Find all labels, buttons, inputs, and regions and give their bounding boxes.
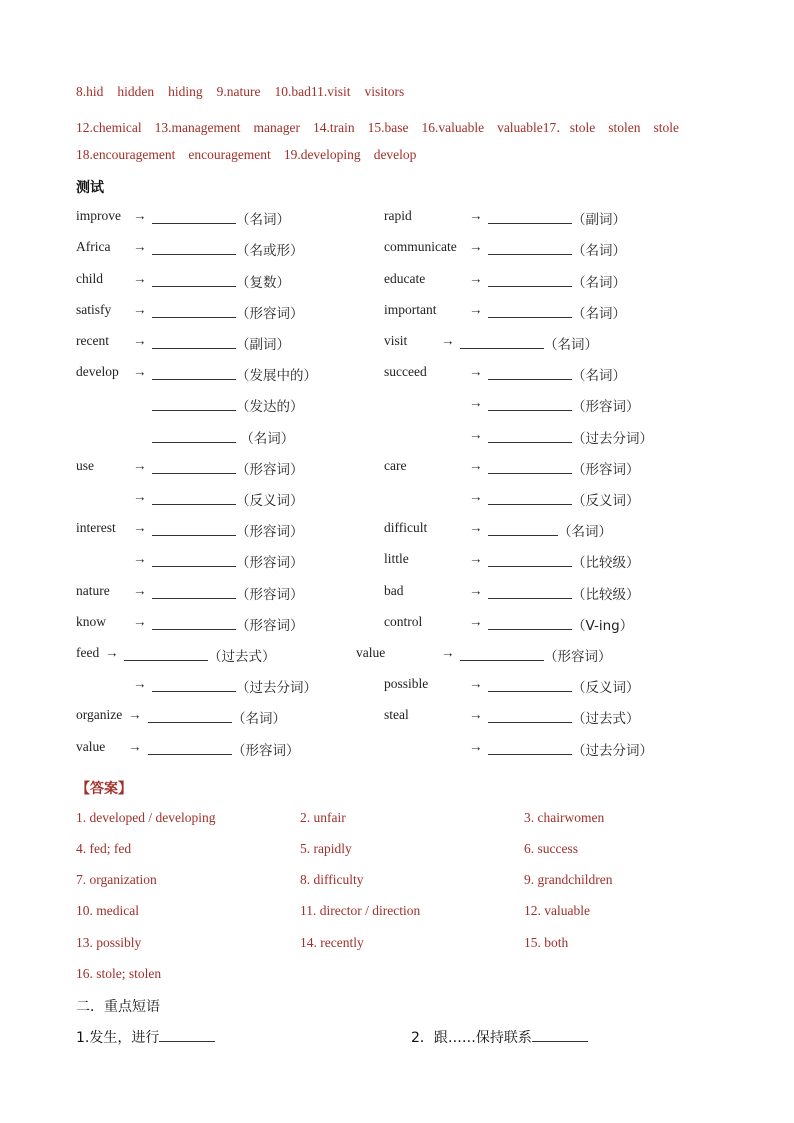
hint-text: （过去式） (208, 649, 276, 665)
hint-text: （名词） (558, 524, 612, 540)
answer-item: 11. director / direction (300, 903, 421, 918)
right-arrow: → (469, 520, 483, 535)
left-blank (152, 364, 317, 384)
right-arrow: → (469, 364, 483, 379)
hint-text: （名词） (572, 275, 626, 291)
left-blank (152, 551, 304, 571)
left-word: use (76, 458, 94, 473)
answer-item: 16. stole; stolen (76, 966, 162, 981)
right-blank (488, 208, 626, 228)
answer-label: 【答案】 (76, 781, 132, 797)
answer-word: stole (653, 120, 680, 135)
answer-blank[interactable] (152, 241, 236, 255)
hint-text: （过去分词） (572, 431, 653, 447)
right-blank (488, 739, 653, 759)
answer-blank[interactable] (152, 397, 236, 411)
answer-blank[interactable] (488, 585, 572, 599)
left-blank (152, 208, 290, 228)
right-word: important (384, 302, 437, 317)
hint-text: （发展中的） (236, 368, 317, 384)
answer-blank[interactable] (488, 429, 572, 443)
answer-blank[interactable] (152, 491, 236, 505)
right-arrow: → (469, 458, 483, 473)
right-arrow: → (469, 271, 483, 286)
hint-text: （名词） (236, 431, 295, 447)
answer-word: 8.hid (76, 84, 104, 99)
right-blank (488, 676, 640, 696)
test-heading: 测试 (76, 180, 104, 196)
hint-text: （副词） (572, 212, 626, 228)
answer-blank[interactable] (152, 210, 236, 224)
right-word: rapid (384, 208, 412, 223)
left-blank (152, 458, 304, 478)
answer-blank[interactable] (152, 522, 236, 536)
answer-blank[interactable] (488, 741, 572, 755)
answer-item: 14. recently (300, 935, 364, 950)
answer-blank[interactable] (152, 460, 236, 474)
answer-word: hiding (168, 84, 203, 99)
answer-word: manager (253, 120, 300, 135)
answer-item: 10. medical (76, 903, 139, 918)
hint-text: （形容词） (572, 462, 640, 478)
hint-text: （过去分词） (572, 743, 653, 759)
answer-blank[interactable] (488, 304, 572, 318)
hint-text: （反义词） (572, 680, 640, 696)
answer-blank[interactable] (488, 210, 572, 224)
left-blank (152, 395, 304, 415)
answer-word: 18.encouragement (76, 147, 176, 162)
phrase-1 (76, 1027, 215, 1047)
hint-text: （反义词） (572, 493, 640, 509)
answer-line-1 (76, 84, 404, 100)
right-blank (488, 583, 640, 603)
right-blank (488, 489, 640, 509)
right-word: educate (384, 271, 426, 286)
right-arrow: → (469, 739, 483, 754)
hint-text: （名词） (236, 212, 290, 228)
answer-blank[interactable] (460, 335, 544, 349)
answer-blank[interactable] (148, 709, 232, 723)
right-blank (488, 364, 626, 384)
answer-blank[interactable] (488, 522, 558, 536)
right-arrow: → (469, 489, 483, 504)
phrase-1-text: 1.发生，进行 (76, 1030, 160, 1046)
hint-text: （比较级） (572, 555, 640, 571)
phrase-1-blank[interactable] (159, 1027, 215, 1042)
answer-blank[interactable] (152, 585, 236, 599)
hint-text: （形容词） (544, 649, 612, 665)
hint-text: （复数） (236, 275, 290, 291)
answer-item: 1. developed / developing (76, 810, 216, 825)
answer-blank[interactable] (488, 553, 572, 567)
left-blank (152, 583, 304, 603)
answer-word: visitors (364, 84, 405, 99)
right-blank (488, 707, 640, 727)
left-arrow: → (133, 489, 147, 504)
left-word: Africa (76, 239, 111, 254)
answer-word: 16.valuable (421, 120, 485, 135)
left-word: improve (76, 208, 121, 223)
left-arrow: → (128, 739, 142, 754)
right-word: bad (384, 583, 404, 598)
answer-word: 15.base (367, 120, 409, 135)
left-blank (148, 739, 300, 759)
answer-blank[interactable] (488, 273, 572, 287)
section-title: 二．重点短语 (76, 999, 160, 1015)
left-word: feed (76, 645, 100, 660)
hint-text: （过去式） (572, 711, 640, 727)
phrase-2-blank[interactable] (532, 1027, 588, 1042)
answer-word: hidden (117, 84, 155, 99)
right-blank (488, 427, 653, 447)
left-word: know (76, 614, 106, 629)
answer-word: 14.train (312, 120, 355, 135)
right-blank (460, 333, 598, 353)
answer-word: 9.nature (216, 84, 261, 99)
left-blank (152, 271, 290, 291)
right-arrow: → (469, 614, 483, 629)
answer-blank[interactable] (152, 616, 236, 630)
left-blank (152, 614, 304, 634)
hint-text: （V-ing） (572, 618, 634, 634)
right-arrow: → (469, 551, 483, 566)
answer-blank[interactable] (152, 273, 236, 287)
answer-item: 15. both (524, 935, 569, 950)
answer-word: encouragement (188, 147, 271, 162)
answer-word: stolen (608, 120, 641, 135)
answer-blank[interactable] (152, 553, 236, 567)
answer-blank[interactable] (148, 741, 232, 755)
left-blank (152, 302, 304, 322)
hint-text: （名词） (572, 243, 626, 259)
answer-word: 10.bad11.visit (274, 84, 351, 99)
answer-blank[interactable] (488, 460, 572, 474)
left-arrow: → (133, 302, 147, 317)
phrase-2 (411, 1027, 588, 1047)
hint-text: （形容词） (236, 618, 304, 634)
right-arrow: → (469, 208, 483, 223)
hint-text: （形容词） (236, 587, 304, 603)
left-arrow: → (133, 271, 147, 286)
left-word: value (76, 739, 106, 754)
answer-line-3 (76, 147, 416, 163)
right-blank (488, 458, 640, 478)
answer-item: 5. rapidly (300, 841, 352, 856)
answer-word: develop (373, 147, 417, 162)
phrase-2-text: 2．跟……保持联系 (411, 1030, 532, 1046)
answer-item: 7. organization (76, 872, 157, 887)
right-word: difficult (384, 520, 428, 535)
left-arrow: → (133, 239, 147, 254)
right-blank (488, 302, 626, 322)
left-arrow: → (133, 614, 147, 629)
answer-blank[interactable] (152, 304, 236, 318)
answer-item: 4. fed; fed (76, 841, 132, 856)
answer-item: 3. chairwomen (524, 810, 605, 825)
left-arrow: → (133, 551, 147, 566)
hint-text: （名词） (232, 711, 286, 727)
hint-text: （发达的） (236, 399, 304, 415)
left-arrow: → (133, 208, 147, 223)
left-arrow: → (105, 645, 119, 660)
right-arrow: → (469, 302, 483, 317)
answer-blank[interactable] (488, 366, 572, 380)
hint-text: （反义词） (236, 493, 304, 509)
right-blank (488, 520, 612, 540)
right-blank (460, 645, 612, 665)
left-word: interest (76, 520, 116, 535)
left-word: organize (76, 707, 123, 722)
left-blank (152, 333, 290, 353)
hint-text: （名词） (572, 368, 626, 384)
left-blank (152, 489, 304, 509)
answer-word: 13.management (154, 120, 241, 135)
left-blank (152, 427, 294, 447)
answer-word: 19.developing (283, 147, 361, 162)
hint-text: （形容词） (572, 399, 640, 415)
hint-text: （名词） (544, 337, 598, 353)
right-word: succeed (384, 364, 427, 379)
left-word: recent (76, 333, 109, 348)
left-arrow: → (133, 333, 147, 348)
answer-blank[interactable] (152, 429, 236, 443)
right-arrow: → (469, 707, 483, 722)
answer-item: 9. grandchildren (524, 872, 613, 887)
right-arrow: → (469, 583, 483, 598)
left-arrow: → (133, 520, 147, 535)
answer-item: 13. possibly (76, 935, 142, 950)
right-arrow: → (469, 239, 483, 254)
answer-item: 6. success (524, 841, 578, 856)
right-blank (488, 395, 640, 415)
answer-blank[interactable] (152, 366, 236, 380)
right-word: steal (384, 707, 409, 722)
right-arrow: → (441, 333, 455, 348)
hint-text: （名词） (572, 306, 626, 322)
answer-line-2 (76, 116, 679, 136)
hint-text: （形容词） (236, 306, 304, 322)
right-arrow: → (469, 395, 483, 410)
hint-text: （形容词） (236, 462, 304, 478)
right-word: communicate (384, 239, 457, 254)
answer-blank[interactable] (488, 709, 572, 723)
left-blank (152, 520, 304, 540)
left-blank (124, 645, 276, 665)
left-arrow: → (133, 676, 147, 691)
answer-blank[interactable] (152, 678, 236, 692)
right-blank (488, 271, 626, 291)
right-word: control (384, 614, 423, 629)
answer-word: 12.chemical (76, 120, 142, 135)
left-word: child (76, 271, 103, 286)
right-word: little (384, 551, 409, 566)
hint-text: （名或形） (236, 243, 304, 259)
answer-blank[interactable] (152, 335, 236, 349)
answer-blank[interactable] (488, 241, 572, 255)
left-blank (148, 707, 286, 727)
answer-blank[interactable] (488, 678, 572, 692)
left-word: nature (76, 583, 110, 598)
left-arrow: → (133, 364, 147, 379)
hint-text: （形容词） (232, 743, 300, 759)
answer-item: 8. difficulty (300, 872, 364, 887)
answer-word: valuable17．stole (497, 120, 596, 135)
hint-text: （形容词） (236, 524, 304, 540)
answer-blank[interactable] (460, 647, 544, 661)
answer-item: 12. valuable (524, 903, 590, 918)
answer-blank[interactable] (124, 647, 208, 661)
right-arrow: → (469, 427, 483, 442)
left-blank (152, 239, 304, 259)
left-arrow: → (133, 458, 147, 473)
left-arrow: → (133, 583, 147, 598)
right-word: possible (384, 676, 429, 691)
right-arrow: → (441, 645, 455, 660)
right-word: care (384, 458, 407, 473)
left-word: satisfy (76, 302, 112, 317)
right-blank (488, 551, 640, 571)
hint-text: （比较级） (572, 587, 640, 603)
left-word: develop (76, 364, 119, 379)
right-word: value (356, 645, 386, 660)
left-arrow: → (128, 707, 142, 722)
right-arrow: → (469, 676, 483, 691)
right-blank (488, 614, 633, 634)
answer-blank[interactable] (488, 397, 572, 411)
hint-text: （副词） (236, 337, 290, 353)
answer-blank[interactable] (488, 616, 572, 630)
right-blank (488, 239, 626, 259)
right-word: visit (384, 333, 408, 348)
answer-item: 2. unfair (300, 810, 346, 825)
hint-text: （过去分词） (236, 680, 317, 696)
hint-text: （形容词） (236, 555, 304, 571)
answer-blank[interactable] (488, 491, 572, 505)
left-blank (152, 676, 317, 696)
